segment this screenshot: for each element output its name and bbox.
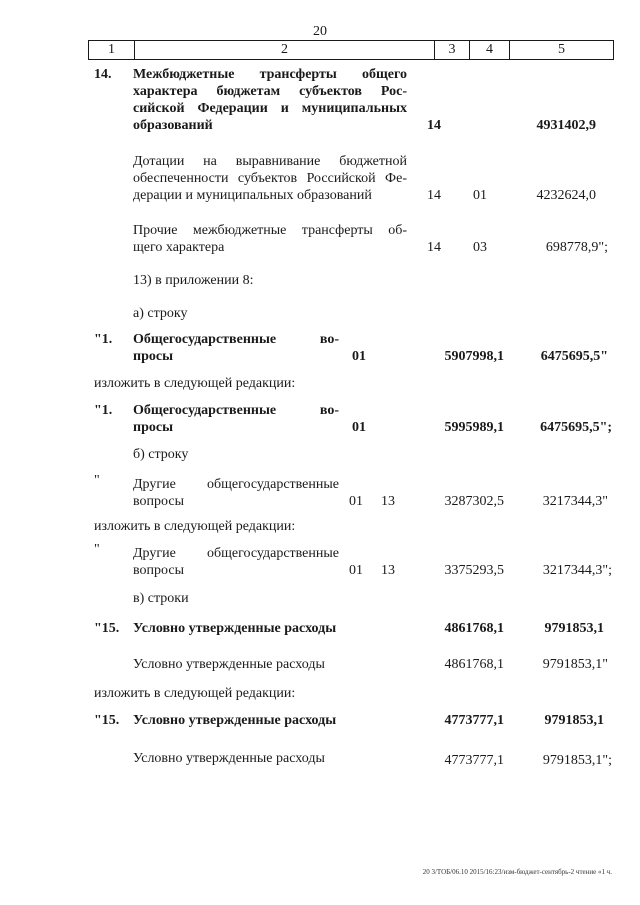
- document-footer: 20 3/ТОБ/06.10 2015/16:23/изм-бюджет-сентябрь-2 чтение «1 ч.: [422, 868, 612, 876]
- prochie-line: щего характера: [133, 240, 225, 255]
- section-14-title-line: Межбюджетные трансферты общего: [133, 67, 407, 82]
- row-2-old-code-2: 13: [381, 494, 395, 509]
- row-15-old-value-1: 4861768,1: [444, 621, 504, 636]
- header-col-4: 4: [470, 41, 510, 59]
- dotacii-text: [133, 153, 407, 204]
- item-a-text: а) строку: [133, 306, 188, 321]
- row-15-new-number: "15.: [94, 713, 120, 728]
- replace-text-1: изложить в следующей редакции:: [94, 376, 296, 391]
- row-2-old-value-2: 3217344,3": [542, 494, 608, 509]
- row-2-new-title-line: вопросы: [133, 563, 184, 578]
- row-2-old-quote: ": [94, 473, 100, 488]
- dotacii-amount: 4232624,0: [536, 188, 596, 203]
- row-15-new-value-1: 4773777,1: [444, 713, 504, 728]
- row-1-old-value-2: 6475695,5": [540, 349, 608, 364]
- row-2-old-code-1: 01: [349, 494, 363, 509]
- item-b-text: б) строку: [133, 447, 189, 462]
- appendix-8-text: 13) в приложении 8:: [133, 273, 254, 288]
- replace-text-3: изложить в следующей редакции:: [94, 686, 296, 701]
- prochie-amount: 698778,9";: [545, 240, 608, 255]
- item-c-text: в) строки: [133, 591, 189, 606]
- dotacii-line: Дотации на выравнивание бюджетной: [133, 154, 407, 169]
- row-2-new-code-1: 01: [349, 563, 363, 578]
- replace-text-2: изложить в следующей редакции:: [94, 519, 296, 534]
- page-number: 20: [313, 24, 327, 39]
- dotacii-line: дерации и муниципальных образований: [133, 188, 372, 203]
- row-2-old-value-1: 3287302,5: [444, 494, 504, 509]
- section-14-title-line: характера бюджетам субъектов Рос-: [133, 84, 407, 99]
- row-1-new-title: [133, 402, 339, 436]
- row-1-new-number: "1.: [94, 403, 113, 418]
- table-header-row: [88, 40, 614, 60]
- row-15-old-sub-title: Условно утвержденные расходы: [133, 657, 325, 672]
- row-15-new-title: Условно утвержденные расходы: [133, 713, 337, 728]
- section-14-number: 14.: [94, 67, 112, 82]
- row-1-new-title-line: просы: [133, 420, 173, 435]
- row-1-old-title-line: Общегосударственные во-: [133, 332, 339, 347]
- row-2-new-code-2: 13: [381, 563, 395, 578]
- row-1-new-value-2: 6475695,5";: [540, 420, 612, 435]
- prochie-code-1: 14: [427, 240, 441, 255]
- row-15-new-sub-value-2: 9791853,1";: [542, 753, 612, 768]
- row-2-old-title-line: вопросы: [133, 494, 184, 509]
- row-2-new-title-line: Другие общегосударственные: [133, 546, 339, 561]
- dotacii-code-1: 14: [427, 188, 441, 203]
- row-1-new-code: 01: [352, 420, 366, 435]
- row-15-old-sub-value-2: 9791853,1": [542, 657, 608, 672]
- row-2-old-title: [133, 476, 339, 510]
- prochie-text: [133, 222, 407, 256]
- row-15-old-title: Условно утвержденные расходы: [133, 621, 337, 636]
- row-1-old-title: [133, 331, 339, 365]
- header-col-3: 3: [435, 41, 470, 59]
- row-2-new-value-2: 3217344,3";: [542, 563, 612, 578]
- row-1-new-title-line: Общегосударственные во-: [133, 403, 339, 418]
- row-1-new-value-1: 5995989,1: [444, 420, 504, 435]
- prochie-code-2: 03: [473, 240, 487, 255]
- dotacii-code-2: 01: [473, 188, 487, 203]
- row-1-old-number: "1.: [94, 332, 113, 347]
- row-1-old-value-1: 5907998,1: [444, 349, 504, 364]
- row-1-old-title-line: просы: [133, 349, 173, 364]
- header-col-1: 1: [89, 41, 135, 59]
- section-14-title-line: образований: [133, 118, 213, 133]
- row-2-new-title: [133, 545, 339, 579]
- header-col-2: 2: [135, 41, 435, 59]
- prochie-line: Прочие межбюджетные трансферты об-: [133, 223, 407, 238]
- row-2-old-title-line: Другие общегосударственные: [133, 477, 339, 492]
- section-14-amount: 4931402,9: [536, 118, 596, 133]
- row-15-new-sub-title: Условно утвержденные расходы: [133, 751, 325, 766]
- row-15-new-sub-value-1: 4773777,1: [444, 753, 504, 768]
- row-2-new-quote: ": [94, 542, 100, 557]
- section-14-code: 14: [427, 118, 441, 133]
- row-1-old-code: 01: [352, 349, 366, 364]
- section-14-title: [133, 66, 407, 134]
- row-15-new-value-2: 9791853,1: [544, 713, 604, 728]
- row-2-new-value-1: 3375293,5: [444, 563, 504, 578]
- dotacii-line: обеспеченности субъектов Российской Фе-: [133, 171, 407, 186]
- section-14-title-line: сийской Федерации и муниципальных: [133, 101, 407, 116]
- row-15-old-sub-value-1: 4861768,1: [444, 657, 504, 672]
- header-col-5: 5: [558, 42, 565, 57]
- row-15-old-value-2: 9791853,1: [544, 621, 604, 636]
- row-15-old-number: "15.: [94, 621, 120, 636]
